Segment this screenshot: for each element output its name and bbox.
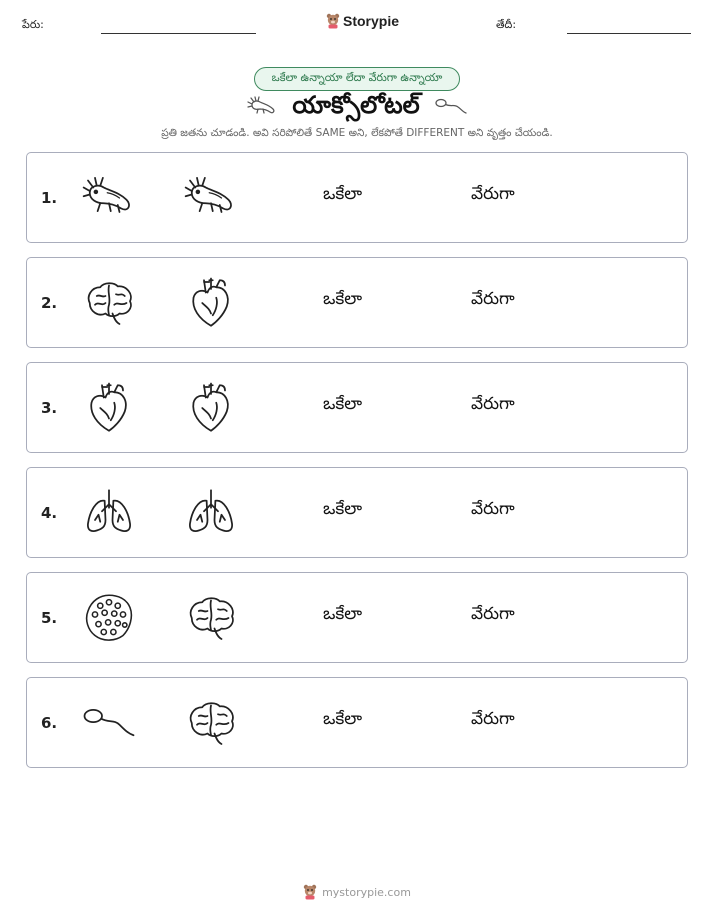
footer-url[interactable]: mystorypie.com (322, 885, 411, 899)
storypie-logo (326, 13, 399, 29)
different-option[interactable]: వేరుగా (471, 184, 515, 204)
heart-icon (81, 380, 137, 436)
axolotl-icon (246, 94, 278, 122)
heart-icon (183, 380, 239, 436)
bear-logo-icon (303, 884, 317, 900)
different-option[interactable]: వేరుగా (471, 604, 515, 624)
egg-cluster-icon (81, 590, 137, 646)
pair-row (26, 257, 688, 348)
logo-text: Storypie (343, 13, 400, 29)
page-title: యాక్సోలోటల్ (292, 91, 420, 119)
different-option[interactable]: వేరుగా (471, 499, 515, 519)
bear-logo-icon (326, 13, 340, 29)
brain-icon (81, 275, 137, 331)
brain-icon (183, 590, 239, 646)
different-option[interactable]: వేరుగా (471, 709, 515, 729)
same-option[interactable]: ఒకేలా (323, 394, 363, 414)
different-option[interactable]: వేరుగా (471, 289, 515, 309)
same-option[interactable]: ఒకేలా (323, 709, 363, 729)
title-row (0, 92, 714, 124)
row-number: 1. (41, 189, 58, 207)
pair-row (26, 572, 688, 663)
same-option[interactable]: ఒకేలా (323, 604, 363, 624)
pair-row (26, 362, 688, 453)
same-option[interactable]: ఒకేలా (323, 289, 363, 309)
sperm-icon (81, 695, 137, 751)
row-number: 3. (41, 399, 58, 417)
axolotl-icon (81, 170, 137, 226)
name-line[interactable] (101, 33, 256, 34)
different-option[interactable]: వేరుగా (471, 394, 515, 414)
pair-row (26, 152, 688, 243)
row-number: 5. (41, 609, 58, 627)
heart-icon (183, 275, 239, 331)
same-option[interactable]: ఒకేలా (323, 184, 363, 204)
lungs-icon (81, 485, 137, 541)
footer (0, 884, 714, 900)
date-label: తేదీ: (496, 18, 517, 31)
date-line[interactable] (567, 33, 691, 34)
pair-row (26, 677, 688, 768)
row-number: 4. (41, 504, 58, 522)
pair-row (26, 467, 688, 558)
row-number: 2. (41, 294, 58, 312)
same-option[interactable]: ఒకేలా (323, 499, 363, 519)
lungs-icon (183, 485, 239, 541)
name-label: పేరు: (22, 18, 44, 31)
sperm-icon (434, 96, 468, 120)
brain-icon (183, 695, 239, 751)
topic-tag: ఒకేలా ఉన్నాయా లేదా వేరుగా ఉన్నాయా (254, 67, 460, 91)
row-number: 6. (41, 714, 58, 732)
axolotl-icon (183, 170, 239, 226)
instructions: ప్రతి జతను చూడండి. అవి సరిపోలితే SAME అని, లేకపోతే DIFFERENT అని వృత్తం చేయండి. (161, 127, 553, 139)
